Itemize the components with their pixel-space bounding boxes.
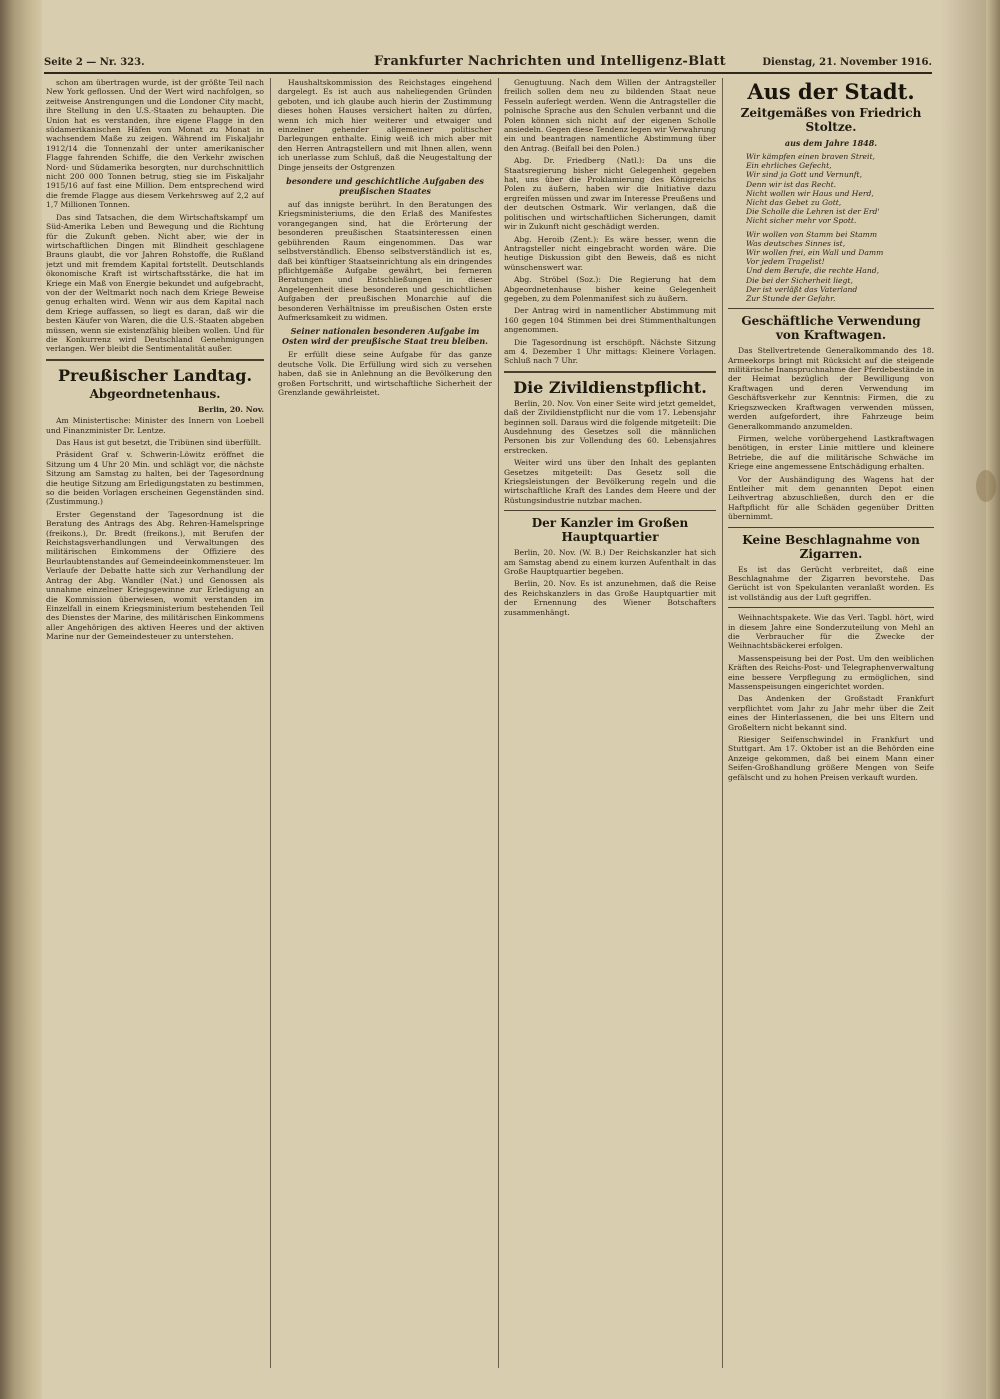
article-paragraph: Abg. Ströbel (Soz.): Die Regierung hat dem Abgeordnetenhause bisher keine Gelegenheit gegeben, zu dem Polenmanifest sich zu äußern.: [504, 275, 716, 303]
article-paragraph: Das sind Tatsachen, die dem Wirtschaftskampf um Süd-Amerika Leben und Bewegung und die Richtung für die Zukunft geben. Nicht aber, wie der in wirtschaftlichen Dingen mit Blindheit geschlagene Brauns glaubt, die vor Jahren Rohstoffe, die Rußland jetzt und mit fremdem Kapital fortstellt. Deutschlands ökonomische Kraft ist wirtschaftsstärke, die hat im Kriege ein Maß von Energie bekundet und aufgebracht, von der der Weltmarkt noch nach dem Kriege Beweise genug erhalten wird. Wenn wir aus dem Kapital nach dem Kriege auffassen, so liegt es daran, daß wir die besten Käufer von Waren, die die U.S.-Staaten abgeben müssen, wenn sie existenzfähig bleiben wollen. Und für die Konkurrenz wird Deutschland Genehmigungen verlangen. Wer bleibt die Sentimentalität außer.: [46, 212, 264, 354]
divider: [728, 308, 934, 309]
divider: [46, 359, 264, 361]
section-heading: Der Kanzler im Großen Hauptquartier: [531, 516, 689, 545]
article-paragraph: Weiter wird uns über den Inhalt des geplanten Gesetzes mitgeteilt: Das Gesetz soll die Kriegsleistungen der Bevölkerung regeln und die wirtschaftliche Kraft des Landes dem Heere und der Rüstungsindustrie nutzbar machen.: [504, 458, 716, 505]
section-heading: Keine Beschlagnahme von Zigarren.: [742, 532, 920, 561]
column-separator: [498, 78, 499, 1368]
article-paragraph: Erster Gegenstand der Tagesordnung ist die Beratung des Antrags des Abg. Rehren-Hamelspringe (freikons.), Dr. Bredt (freikons.), mit Berufen der Reichstagsverhandlungen und Verwaltungen des militärischen Einkommens der Offiziere des Beurlaubtenstandes auf Gemeindeeinkommensteuer. Im Verlaufe der Debatte hatte sich zur Verhandlung der Antrag der Abg. Wandler (Nat.) und Genossen als unnahme einzelner Kriegsgewinne zur Erledigung an die Kommission überwiesen, womit verstanden im Einzelfall in einem Kriegsministerium bestehenden Teil des Dienstes der Marine, des militärischen Einkommens aller Angehörigen des aktiven Heeres und der aktiven Marine nur der Gemeindesteuer zu unterstehen.: [46, 509, 264, 642]
poem-stanza: Wir wollen von Stamm bei Stamm Was deutsches Sinnes ist, Wir wollen frei, ein Wall und Damm Vor jedem Tragelist! Und dem Berufe, die rechte Hand, Die bei der Sicherheit liegt, Der ist verläßt das Vaterland Zur Stunde der Gefahr.: [746, 229, 884, 304]
divider: [504, 371, 716, 373]
article-paragraph: Das Haus ist gut besetzt, die Tribünen sind überfüllt.: [56, 438, 262, 447]
inline-heading: Seiner nationalen besonderen Aufgabe im Osten wird der preußische Staat treu bleiben.: [282, 326, 488, 347]
article-paragraph: Berlin, 20. Nov. Es ist anzunehmen, daß die Reise des Reichskanzlers in das Große Hauptquartier mit der Ernennung des Wiener Botschafters zusammenhängt.: [504, 579, 716, 617]
column-3: [504, 78, 716, 1368]
news-note: Weihnachtspakete. Wie das Verl. Tagbl. hört, wird in diesem Jahre eine Sonderzuteilung von Mehl an die Verbraucher für die Zwecke der Weihnachtsbäckerei erfolgen.: [728, 613, 934, 651]
section-heading: Preußischer Landtag.: [57, 365, 253, 385]
header-rule: [44, 72, 932, 74]
column-separator: [270, 78, 271, 1368]
issue-date: Dienstag, 21. November 1916.: [762, 57, 932, 68]
section-heading: Geschäftliche Verwendung von Kraftwagen.: [741, 314, 921, 343]
poem-stanza: Wir kämpfen einen braven Streit, Ein ehrliches Gefecht, Wir sind ja Gott und Vernunft, Denn wir ist das Recht. Nicht wollen wir Haus und Herd, Nicht das Gebet zu Gott, Die Scholle die Lehren ist der Erd' Nicht sicher mehr vor Spott.: [746, 152, 880, 226]
poem-date: aus dem Jahre 1848.: [784, 138, 878, 148]
article-paragraph: Das Stellvertretende Generalkommando des 18. Armeekorps bringt mit Rücksicht auf die steigende militärische Inanspruchnahme der Pferdebestände in der Heimat bezüglich der Bewilligung von Kraftwagen und deren Verwendung im Geschäftsverkehr zur Kenntnis: Firmen, die zu Kriegszwecken Kraftwagen verwenden müssen, werden aufgefordert, ihre Fahrzeuge beim Generalkommando anzumelden.: [728, 346, 934, 431]
section-subtitle: Zeitgemäßes von Friedrich Stoltze.: [740, 106, 922, 134]
article-paragraph: Berlin, 20. Nov. Von einer Seite wird jetzt gemeldet, daß der Zivildienstpflicht nur die vom 17. Lebensjahr beginnen soll. Daraus wird die folgende mitgeteilt: Die Ausdehnung des Gesetzes soll die männlichen Personen bis zur Vollendung des 60. Lebensjahres erstrecken.: [504, 398, 716, 455]
divider: [504, 510, 716, 511]
article-paragraph: Genugtuung. Nach dem Willen der Antragsteller freilich sollen dem neu zu bildenden Staat neue Fesseln auferlegt werden. Wenn die Antragsteller die polnische Sprache aus den Schulen verbannt und die Polen können sich nicht auf der eigenen Scholle ansiedeln. Gegen diese Tendenz legen wir Verwahrung ein und beantragen namentliche Abstimmung über den Antrag. (Beifall bei den Polen.): [504, 78, 716, 153]
page-edge: [986, 0, 1000, 1399]
news-note: Massenspeisung bei der Post. Um den weiblichen Kräften des Reichs-Post- und Telegraphenverwaltung eine bessere Verpflegung zu ermöglichen, sind Massenspeisungen eingerichtet worden.: [728, 653, 934, 692]
column-2: [278, 78, 492, 1368]
article-paragraph: Abg. Dr. Friedberg (Natl.): Da uns die Staatsregierung bisher nicht Gelegenheit gegeben hat, uns über die Proklamierung des Königreichs Polen zu äußern, haben wir die Initiative dazu ergreifen müssen und zwar im Interesse Preußens und der deutschen Ostmark. Wir verlangen, daß die politischen und wirtschaftlichen Sicherungen, damit wir in Zukunft nicht geschädigt werden.: [504, 156, 716, 232]
article-paragraph: Präsident Graf v. Schwerin-Löwitz eröffnet die Sitzung um 4 Uhr 20 Min. und schlägt vor, die nächste Sitzung am Samstag zu halten, bei der Tagesordnung die heutige Sitzung am Erledigungstaten zu bestimmen, so die beiden Vorlagen erscheinen Gegenständen sind. (Zustimmung.): [46, 450, 264, 507]
article-paragraph: auf das innigste berührt. In den Beratungen des Kriegsministeriums, die den Erlaß des Manifestes vorangegangen sind, hat die Erörterung der besonderen preußischen Staatsinteressen einen gebührenden Raum eingenommen. Das war selbstverständlich. Ebenso selbstverständlich ist es, daß bei künftiger Staatseinrichtung als ein dringendes pflichtgemäße Aufgabe gewährt, bei ferneren Beratungen und Entschließungen in dieser Angelegenheit diese besonderen und geschichtlichen Aufgaben der preußischen Monarchie auf die besonderen Verhältnisse im preußischen Osten erste Aufmerksamkeit zu widmen.: [278, 200, 492, 322]
inline-heading: besondere und geschichtliche Aufgaben des preußischen Staates: [286, 176, 484, 197]
dateline: Berlin, 20. Nov.: [198, 404, 264, 414]
article-paragraph: Am Ministertische: Minister des Innern von Loebell und Finanzminister Dr. Lentze.: [46, 416, 264, 435]
column-4: [728, 78, 934, 1368]
article-paragraph: Abg. Heroib (Zent.): Es wäre besser, wenn die Antragsteller nicht eingebracht worden wäre. Die heutige Diskussion gibt den Beweis, daß es nicht wünschenswert war.: [504, 234, 716, 272]
column-separator: [722, 78, 723, 1368]
masthead-title: Frankfurter Nachrichten und Intelligenz-Blatt: [374, 54, 726, 69]
article-paragraph: Er erfüllt diese seine Aufgabe für das ganze deutsche Volk. Die Erfüllung wird sich zu versehen haben, daß sie in Anlehnung an die Bevölkerung den großen Fortschritt, und wirtschaftliche Sicherheit der Grenzlande gewährleistet.: [278, 350, 492, 397]
article-paragraph: Berlin, 20. Nov. (W. B.) Der Reichskanzler hat sich am Samstag abend zu einem kurzen Aufenthalt in das Große Hauptquartier begeben.: [504, 548, 716, 577]
paper-stain: [976, 470, 996, 502]
news-note: Riesiger Seifenschwindel in Frankfurt und Stuttgart. Am 17. Oktober ist an die Behörden eine Anzeige gekommen, daß bei einem Mann einer Seifen-Großhandlung größere Mengen von Seife gefälscht und zu hohen Preisen verkauft wurden.: [728, 735, 934, 782]
section-title: Aus der Stadt.: [747, 79, 915, 104]
page-number: Seite 2 — Nr. 323.: [44, 57, 145, 68]
news-note: Das Andenken der Großstadt Frankfurt verpflichtet vom Jahr zu Jahr mehr über die Zeit eines der Hinterlassenen, die bei uns Eltern und Großeltern nicht bekannt sind.: [728, 694, 934, 732]
page-binding: [0, 0, 42, 1399]
divider: [728, 607, 934, 608]
article-paragraph: Die Tagesordnung ist erschöpft. Nächste Sitzung am 4. Dezember 1 Uhr mittags: Kleinere Vorlagen. Schluß nach 7 Uhr.: [504, 337, 716, 366]
article-paragraph: schon am übertragen wurde, ist der größte Teil nach New York geflossen. Und der Wert wird nachfolgen, so zeitweise Anstrengungen und die Londoner City macht, ihre Stellung in den U.S.-Staaten zu behaupten. Die Union hat es verstanden, ihre eigene Flagge in den südamerikanischen Häfen von Monat zu Monat in wachsendem Maße zu zeigen. Während im Fiskaljahr 1912/14 die Tonnenzahl der unter amerikanischer Flagge fahrenden Schiffe, die den Verkehr zwischen Nord- und Südamerika besorgten, nur durchschnittlich nicht 200 000 Tonnen betrug, stieg sie im Fiskaljahr 1915/16 auf fast eine Million. Dem entsprechend wird die fremde Flagge aus diesem Verkehrsweg auf 2,2 auf 1,7 Millionen Tonnen.: [46, 78, 264, 210]
article-paragraph: Es ist das Gerücht verbreitet, daß eine Beschlagnahme der Zigarren bevorstehe. Das Gerücht ist von Spekulanten veranlaßt worden. Es ist vollständig aus der Luft gegriffen.: [728, 564, 934, 602]
article-paragraph: Firmen, welche vorübergehend Lastkraftwagen benötigen, in erster Linie mittlere und kleinere Betriebe, die auf die militärische Schwäche im Kriege eine angemessene Entschädigung erhalten.: [728, 433, 934, 472]
subsection-heading: Abgeordnetenhaus.: [89, 386, 221, 401]
article-paragraph: Haushaltskommission des Reichstages eingehend dargelegt. Es ist auch aus naheliegenden Gründen geboten, und ich glaube auch hierin der Zustimmung dieses hohen Hauses versichert halten zu dürfen, wenn ich mich hier weiterer und etwaiger und einzelner gehender allgemeiner politischer Darlegungen enthalte. Einig weiß ich mich aber mit den Herren Antragstellern und mit Ihnen allen, wenn ich unerlasse zum Schluß, daß die Neugestaltung der Dinge jenseits der Ostgrenzen: [278, 78, 492, 172]
section-heading: Die Zivildienstpflicht.: [513, 377, 707, 397]
column-1: [46, 78, 264, 1368]
article-paragraph: Vor der Aushändigung des Wagens hat der Entleiher mit dem genannten Depot einen Leihvertrag abzuschließen, durch den er die Haftpflicht für alle Schäden gegenüber Dritten übernimmt.: [728, 474, 934, 522]
page-header: [44, 54, 932, 72]
divider: [728, 527, 934, 528]
article-paragraph: Der Antrag wird in namentlicher Abstimmung mit 160 gegen 104 Stimmen bei drei Stimmenthaltungen angenommen.: [504, 306, 716, 335]
